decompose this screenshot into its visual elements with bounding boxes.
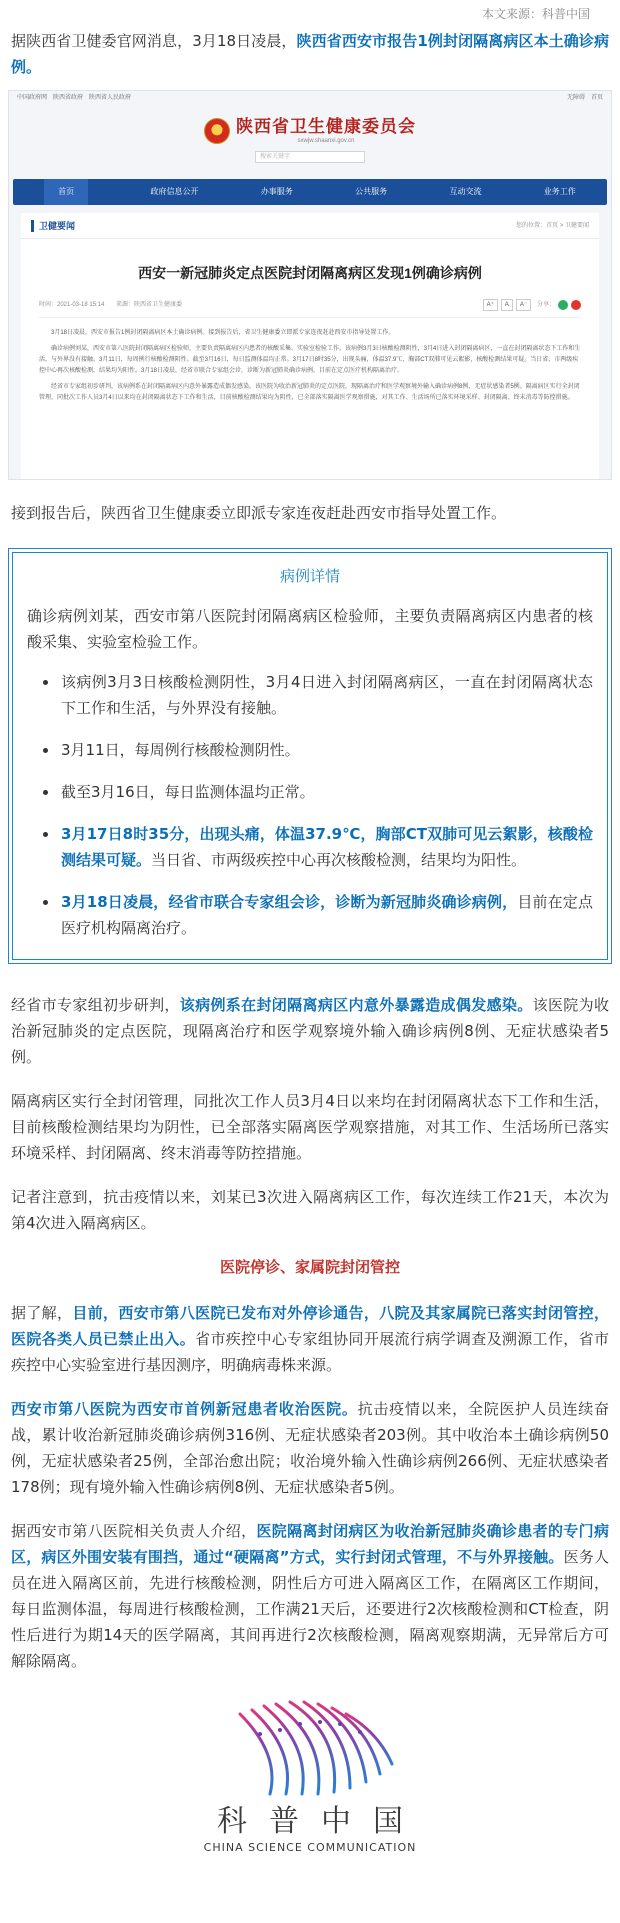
site-breadcrumb-bar xyxy=(21,213,599,239)
logo-graphic xyxy=(200,1694,420,1804)
list-item: 3月17日8时35分，出现头痛，体温37.9℃，胸部CT双肺可见云絮影，核酸检测结果可疑。当日省、市两级疾控中心再次核酸检测，结果均为阳性。 xyxy=(27,821,593,873)
judgement-paragraph: 经省市专家组初步研判，该病例系在封闭隔离病区内意外暴露造成偶发感染。该医院为收治新冠肺炎的定点医院，现隔离治疗和医学观察境外输入确诊病例8例、无症状感染者5例。 xyxy=(11,996,609,1066)
site-nav-business[interactable]: 业务工作 xyxy=(543,187,576,196)
site-article-paragraph: 经省市专家组初步研判，该病例系在封闭隔离病区内意外暴露造成偶发感染。该医院为收治新冠肺炎的定点医院，现隔离治疗和医学观察境外输入确诊病例8例、无症状感染者5例。隔离病区实行全封闭管理，同批次工作人员3月4日以来均在封闭隔离状态下工作和生活，目前核酸检测结果均为阴性，已全部落实隔离医学观察措施，对其工作、生活场所已落实环境采样、封闭隔离、终末消毒等防控措施。 xyxy=(39,384,580,401)
case-intro: 确诊病例刘某，西安市第八医院封闭隔离病区检验师，主要负责隔离病区内患者的核酸采集、实验室检验工作。 xyxy=(27,607,593,651)
intro-highlight: 陕西省西安市报告1例封闭隔离病区本土确诊病例。 xyxy=(11,32,609,76)
site-nav-public[interactable]: 公共服务 xyxy=(355,187,388,196)
site-nav-interaction[interactable]: 互动交流 xyxy=(449,187,482,196)
site-search-input[interactable]: 搜索关键字 xyxy=(255,151,365,163)
site-article-paragraph: 确诊病例刘某，西安市第八医院封闭隔离病区检验师，主要负责隔离病区内患者的核酸采集、实验室检验工作。该病例3月3日核酸检测阴性，3月4日进入封闭隔离病区，一直在封闭隔离状态下工作和生活，与外界没有接触。3月11日，每周例行核酸检测阴性。截至3月16日，每日监测体温均正常。3月17日8时35分，出现头痛，体温37.9℃，胸部CT双肺可见云絮影，核酸检测结果可疑。当日省、市两级疾控中心再次核酸检测，结果均为阳性。3月18日凌晨，经省市联合专家组会诊，诊断为新冠肺炎确诊病例，目前在定点医疗机构隔离治疗。 xyxy=(39,346,581,374)
national-emblem-icon xyxy=(204,118,230,144)
suspend-paragraph: 据了解，目前，西安市第八医院已发布对外停诊通告，八院及其家属院已落实封闭管控，医院各类人员已禁止出入。省市疾控中心专家组协同开展流行病学调查及溯源工作，省市疾控中心实验室进行基因测序，明确病毒株来源。 xyxy=(11,1304,609,1374)
share-label: 分享： xyxy=(536,302,555,308)
source-line: 本文来源：科普中国 xyxy=(481,7,590,21)
case-details-box xyxy=(8,548,612,964)
site-name: 陕西省卫生健康委员会 xyxy=(236,117,416,136)
wechat-icon[interactable] xyxy=(558,300,568,310)
breadcrumb[interactable]: 您的位置：首页 > 卫健要闻 xyxy=(516,222,589,229)
list-item: 3月11日，每周例行核酸检测阴性。 xyxy=(27,737,593,763)
hospital-paragraph: 西安市第八医院为西安市首例新冠患者收治医院。抗击疫情以来，全院医护人员连续奋战，累计收治新冠肺炎确诊病例316例、无症状感染者203例。其中收治本土确诊病例50例，无症状感染者25例，全部治愈出院；收治境外输入性确诊病例266例、无症状感染者178例；现有境外输入性确诊病例8例、无症状感染者5例。 xyxy=(11,1400,609,1496)
list-item: 3月18日凌晨，经省市联合专家组会诊，诊断为新冠肺炎确诊病例，目前在定点医疗机构隔离治疗。 xyxy=(27,889,593,941)
site-top-bar xyxy=(9,91,611,105)
site-url: sxwjw.shaanxi.gov.cn xyxy=(297,138,355,144)
site-nav-home[interactable]: 首页 xyxy=(44,179,88,205)
list-item: 该病例3月3日核酸检测阴性，3月4日进入封闭隔离病区，一直在封闭隔离状态下工作和生活，与外界没有接触。 xyxy=(27,669,593,721)
site-article-body xyxy=(39,328,581,404)
site-article-meta xyxy=(39,293,581,318)
site-article-paragraph: 3月18日凌晨，西安市报告1例封闭隔离病区本土确诊病例。接到报告后，省卫生健康委立即派专家连夜赶赴西安市指导处置工作。 xyxy=(51,330,395,336)
site-nav xyxy=(13,179,607,205)
kepu-china-logo xyxy=(0,1694,620,1856)
case-details-title: 病例详情 xyxy=(279,567,340,585)
crumb-title: 卫健要闻 xyxy=(31,220,75,232)
site-top-right[interactable]: 无障碍 首页 xyxy=(566,95,603,101)
weibo-icon[interactable] xyxy=(571,300,581,310)
case-timeline-list xyxy=(27,669,593,941)
intro-paragraph xyxy=(0,28,620,80)
site-header xyxy=(9,105,611,175)
after-report-paragraph: 接到报告后，陕西省卫生健康委立即派专家连夜赶赴西安市指导处置工作。 xyxy=(11,504,507,522)
site-brand xyxy=(204,117,416,145)
logo-chinese-text: 科普中国 xyxy=(217,1804,425,1839)
site-top-links[interactable]: 中国政府网 陕西省政府 陕西省人民政府 xyxy=(17,95,132,101)
website-screenshot xyxy=(8,90,612,480)
section-heading: 医院停诊、家属院封闭管控 xyxy=(219,1258,400,1276)
site-article-title: 西安一新冠肺炎定点医院封闭隔离病区发现1例确诊病例 xyxy=(138,265,482,281)
font-larger-button[interactable]: A⁺ xyxy=(483,299,498,311)
font-smaller-button[interactable]: A⁻ xyxy=(516,299,531,311)
site-nav-gov-info[interactable]: 政府信息公开 xyxy=(150,187,199,196)
site-nav-services[interactable]: 办事服务 xyxy=(260,187,293,196)
font-normal-button[interactable]: A xyxy=(501,299,513,311)
site-article-card xyxy=(21,239,599,479)
site-article-source: 来源：陕西省卫生健康委 xyxy=(116,302,183,308)
site-article-time: 时间：2021-03-18 15:14 xyxy=(39,302,105,308)
reporter-paragraph: 记者注意到，抗击疫情以来，刘某已3次进入隔离病区工作，每次连续工作21天，本次为第4次进入隔离病区。 xyxy=(11,1188,609,1232)
intro-text: 据陕西省卫健委官网消息，3月18日凌晨， xyxy=(11,32,297,50)
official-paragraph: 据西安市第八医院相关负责人介绍，医院隔离封闭病区为收治新冠肺炎确诊患者的专门病区，病区外围安装有围挡，通过“硬隔离”方式，实行封闭式管理，不与外界接触。医务人员在进入隔离区前，先进行核酸检测，阴性后方可进入隔离区工作，在隔离区工作期间，每日监测体温，每周进行核酸检测，工作满21天后，还要进行2次核酸检测和CT检查，阴性后进行为期14天的医学隔离，其间再进行2次核酸检测，隔离观察期满，无异常后方可解除隔离。 xyxy=(11,1522,609,1670)
ward-paragraph: 隔离病区实行全封闭管理，同批次工作人员3月4日以来均在封闭隔离状态下工作和生活，目前核酸检测结果均为阴性，已全部落实隔离医学观察措施，对其工作、生活场所已落实环境采样、封闭隔离、终末消毒等防控措施。 xyxy=(11,1092,609,1162)
logo-english-text: CHINA SCIENCE COMMUNICATION xyxy=(203,1841,417,1854)
list-item: 截至3月16日，每日监测体温均正常。 xyxy=(27,779,593,805)
site-article-tools xyxy=(480,297,581,313)
